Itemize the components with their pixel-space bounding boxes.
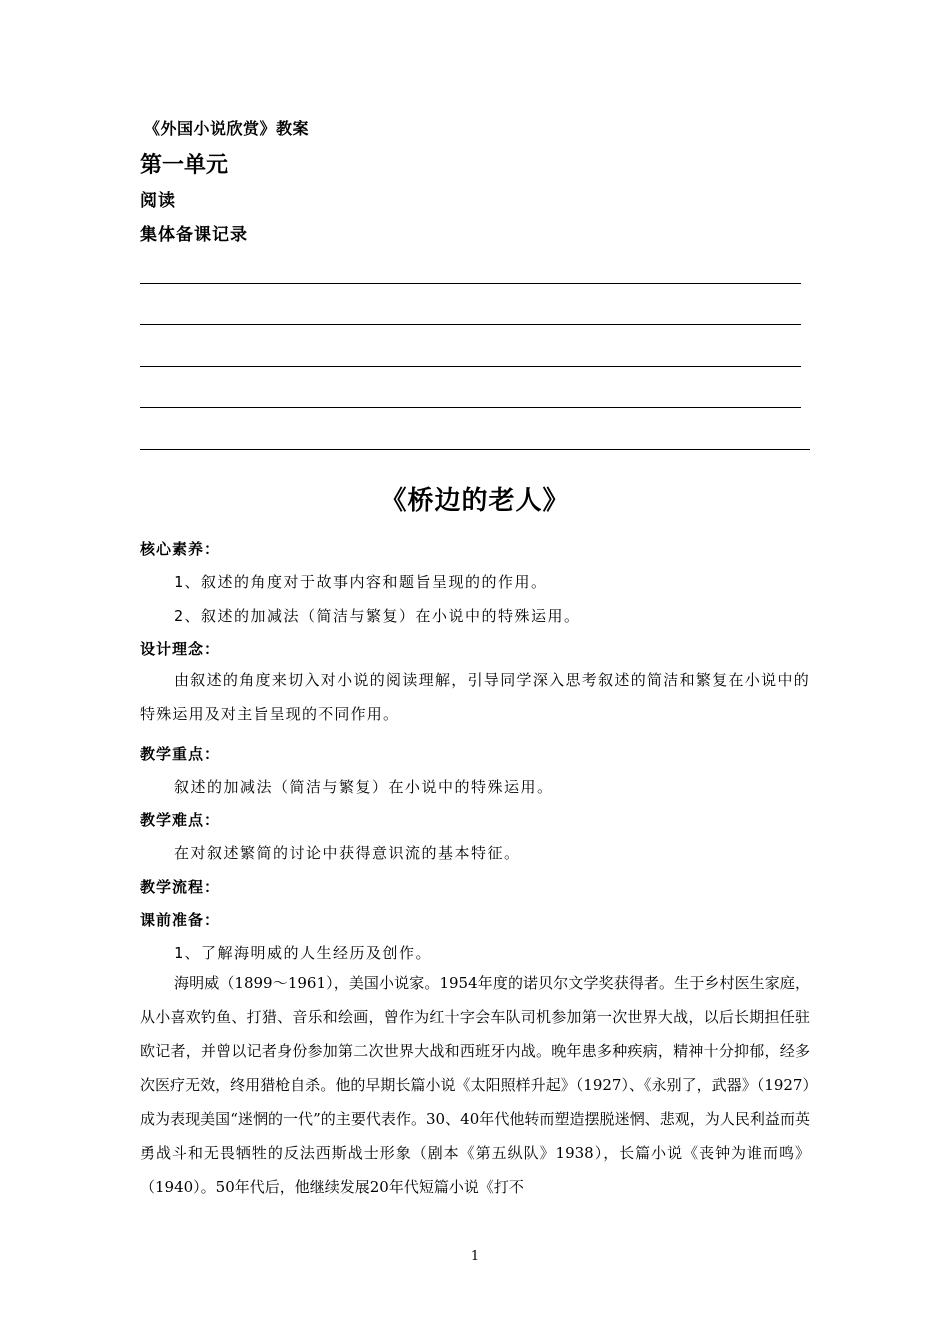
teaching-focus-text: 叙述的加减法（简洁与繁复）在小说中的特殊运用。 <box>174 778 554 796</box>
core-competency-label: 核心素养： <box>140 540 221 558</box>
core-competency-item-1: 1、叙述的角度对于故事内容和题旨呈现的的作用。 <box>174 573 548 591</box>
lesson-title: 《桥边的老人》 <box>380 486 570 516</box>
teaching-focus-label: 教学重点： <box>140 745 221 763</box>
preparation-label: 课前准备： <box>140 911 221 929</box>
core-competency-item-2: 2、叙述的加减法（简洁与繁复）在小说中的特殊运用。 <box>174 607 581 625</box>
blank-line-4 <box>140 407 801 408</box>
design-concept-text: 由叙述的角度来切入对小说的阅读理解，引导同学深入思考叙述的简洁和繁复在小说中的特殊运用及对主旨呈现的不同作用。 <box>140 671 810 723</box>
teaching-difficulty-label: 教学难点： <box>140 811 221 829</box>
hemingway-biography: 海明威（1899～1961），美国小说家。1954年度的诺贝尔文学奖获得者。生于乡村医生家庭，从小喜欢钓鱼、打猎、音乐和绘画，曾作为红十字会车队司机参加第一次世界大战，以后长期担任驻欧记者，并曾以记者身份参加第二次世界大战和西班牙内战。晚年患多种疾病，精神十分抑郁，经多次医疗无效，终用猎枪自杀。他的早期长篇小说《太阳照样升起》（1927）、《永别了，武器》（1927）成为表现美国“迷惘的一代”的主要代表作。30、40年代他转而塑造摆脱迷惘、悲观，为人民利益而英勇战斗和无畏牺牲的反法西斯战士形象（剧本《第五纵队》1938），长篇小说《丧钟为谁而鸣》（1940）。50年代后，他继续发展20年代短篇小说《打不 <box>140 974 810 1196</box>
section-heading: 阅读 <box>140 191 176 211</box>
design-concept-label: 设计理念： <box>140 640 221 658</box>
blank-line-2 <box>140 324 801 325</box>
teaching-difficulty-text: 在对叙述繁简的讨论中获得意识流的基本特征。 <box>174 844 521 862</box>
blank-line-1 <box>140 283 801 284</box>
blank-line-3 <box>140 366 801 367</box>
record-heading: 集体备课记录 <box>140 225 248 245</box>
page-number: 1 <box>470 1249 480 1264</box>
preparation-item-1: 1、了解海明威的人生经历及创作。 <box>174 944 433 962</box>
teaching-process-label: 教学流程： <box>140 878 221 896</box>
blank-line-5 <box>140 449 810 450</box>
document-title: 《外国小说欣赏》教案 <box>144 119 310 138</box>
unit-title: 第一单元 <box>140 153 229 178</box>
